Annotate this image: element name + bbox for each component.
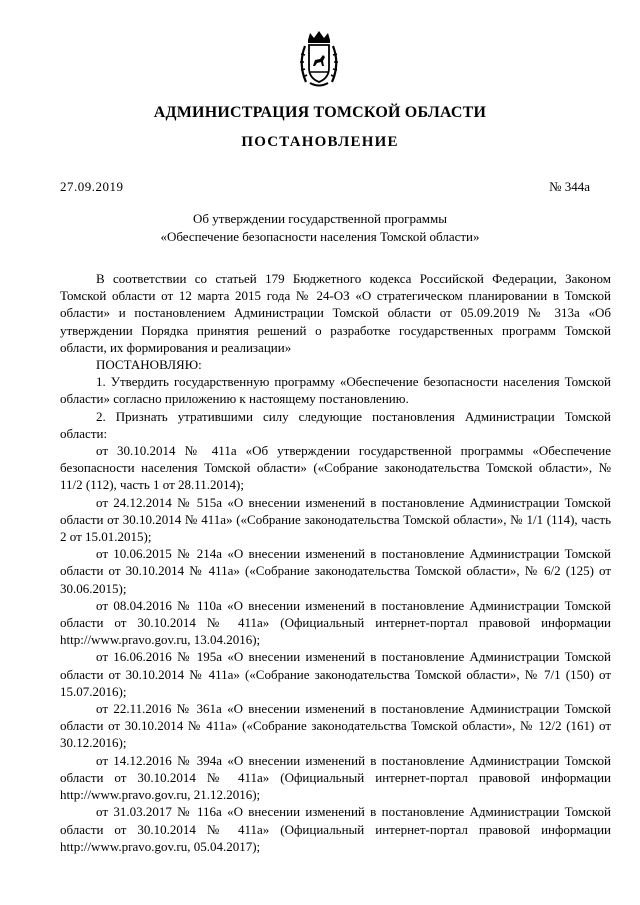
document-title-line-1: Об утверждении государственной программы (193, 211, 447, 226)
preamble-paragraph: В соответствии со статьей 179 Бюджетного кодекса Российской Федерации, Законом Томской области от 12 марта 2015 года № 24-ОЗ «О стратегическом планировании в Томской области» и постановлением Администрации Томской области от 05.09.2019 № 313а «Об утверждении Порядка принятия решений о разработке государственных программ Томской области, их формирования и реализации» (60, 271, 611, 355)
repealed-item: от 14.12.2016 № 394а «О внесении изменений в постановление Администрации Томской области от 30.10.2014 № 411а» (Официальный интернет-портал правовой информации http://www.pravo.gov.ru, 21.12.2016); (60, 752, 611, 803)
repealed-item: от 10.06.2015 № 214а «О внесении изменений в постановление Администрации Томской области от 30.10.2014 № 411а» («Собрание законодательства Томской области», № 6/2 (125) от 30.06.2015); (60, 546, 611, 596)
document-type: ПОСТАНОВЛЕНИЕ (241, 134, 399, 150)
repealed-item: от 16.06.2016 № 195а «О внесении изменений в постановление Администрации Томской области от 30.10.2014 № 411а» («Собрание законодательства Томской области», № 7/1 (150) от 15.07.2016); (60, 649, 611, 699)
document-date: 27.09.2019 (60, 179, 124, 194)
document-title-line-2: «Обеспечение безопасности населения Томской области» (160, 229, 480, 244)
repealed-item: от 31.03.2017 № 116а «О внесении изменений в постановление Администрации Томской области от 30.10.2014 № 411а» (Официальный интернет-портал правовой информации http://www.pravo.gov.ru, 05.04.2017); (60, 804, 611, 854)
coat-of-arms-icon (296, 30, 342, 90)
document-body (60, 270, 611, 855)
resolve-heading: ПОСТАНОВЛЯЮ: (96, 357, 202, 373)
repealed-item: от 24.12.2014 № 515а «О внесении изменений в постановление Администрации Томской области от 30.10.2014 № 411а» («Собрание законодательства Томской области», № 1/1 (114), часть 2 от 15.01.2015); (60, 494, 611, 545)
organization-name: АДМИНИСТРАЦИЯ ТОМСКОЙ ОБЛАСТИ (153, 104, 487, 121)
document-title (0, 210, 640, 246)
document-number: № 344а (549, 179, 590, 194)
repealed-item: от 08.04.2016 № 110а «О внесении изменений в постановление Администрации Томской области от 30.10.2014 № 411а» (Официальный интернет-портал правовой информации http://www.pravo.gov.ru, 13.04.2016); (60, 597, 611, 648)
item-1-paragraph: 1. Утвердить государственную программу «Обеспечение безопасности населения Томской области» согласно приложению к настоящему постановлению. (60, 374, 611, 407)
item-2-paragraph: 2. Признать утратившими силу следующие постановления Администрации Томской области: (60, 408, 611, 441)
repealed-item: от 30.10.2014 № 411а «Об утверждении государственной программы «Обеспечение безопасности населения Томской области» («Собрание законодательства Томской области», № 11/2 (112), часть 1 от 28.11.2014); (60, 443, 611, 493)
repealed-item: от 22.11.2016 № 361а «О внесении изменений в постановление Администрации Томской области от 30.10.2014 № 411а» («Собрание законодательства Томской области», № 12/2 (161) от 30.12.2016); (60, 701, 611, 751)
